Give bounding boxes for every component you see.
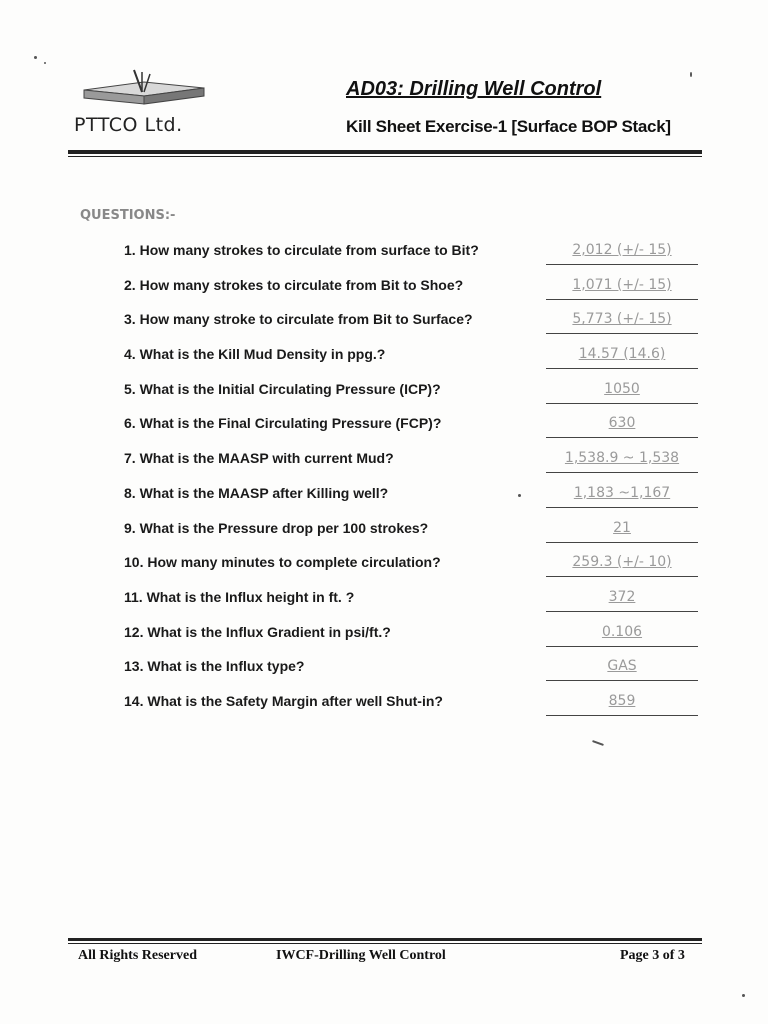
answer-blank [546, 693, 698, 716]
question-row [0, 311, 768, 346]
answer-blank [546, 381, 698, 404]
answer-value: 14.57 (14.6) [578, 346, 666, 363]
question-row [0, 346, 768, 381]
question-body: What is the Influx height in ft. ? [146, 588, 355, 605]
answer-value: 372 [608, 588, 636, 605]
company-name: PTTCO Ltd. [74, 114, 183, 136]
answer-value: 21 [613, 519, 631, 536]
question-text [124, 415, 441, 431]
answer-blank [546, 624, 698, 647]
answer-value: 259.3 (+/- 10) [572, 554, 672, 571]
answer-value: 0.106 [601, 623, 643, 640]
question-text [124, 311, 473, 327]
question-body: What is the Influx type? [147, 658, 305, 675]
question-row [0, 242, 768, 277]
logo-graphic [80, 68, 210, 114]
question-row [0, 381, 768, 416]
footer-rights: All Rights Reserved [78, 948, 197, 963]
header-rule [68, 150, 702, 154]
questions-heading: QUESTIONS:- [80, 208, 176, 223]
answer-value: 1,538.9 ~ 1,538 [564, 450, 680, 467]
question-body: What is the Kill Mud Density in ppg.? [139, 346, 386, 363]
question-row [0, 589, 768, 624]
question-number: 12. [124, 623, 144, 640]
question-text [124, 277, 463, 293]
question-body: What is the MAASP after Killing well? [139, 484, 389, 501]
scan-speck [592, 740, 604, 746]
scan-speck [742, 994, 745, 997]
answer-blank [546, 242, 698, 265]
question-body: What is the MAASP with current Mud? [139, 450, 394, 467]
question-number: 8. [124, 484, 136, 501]
question-body: What is the Safety Margin after well Shut-in? [147, 692, 443, 709]
question-body: What is the Influx Gradient in psi/ft.? [147, 623, 391, 640]
question-text [124, 624, 391, 640]
answer-value: 1,071 (+/- 15) [572, 276, 672, 293]
question-text [124, 242, 479, 258]
question-text [124, 381, 441, 397]
scan-speck [518, 494, 521, 497]
question-number: 11. [124, 588, 143, 605]
question-row [0, 450, 768, 485]
question-row [0, 520, 768, 555]
question-number: 3. [124, 311, 136, 328]
exercise-title: Kill Sheet Exercise-1 [Surface BOP Stack] [346, 117, 671, 136]
answer-blank [546, 277, 698, 300]
answer-value: 630 [608, 415, 636, 432]
question-text [124, 520, 428, 536]
question-row [0, 624, 768, 659]
question-text [124, 589, 354, 605]
scan-speck [34, 56, 37, 59]
question-row [0, 658, 768, 693]
scan-speck [690, 72, 692, 77]
header-rule-thin [68, 156, 702, 157]
question-list [0, 242, 768, 728]
question-text [124, 346, 385, 362]
question-row [0, 415, 768, 450]
footer-course: IWCF-Drilling Well Control [276, 948, 446, 963]
question-number: 14. [124, 692, 144, 709]
question-text [124, 554, 441, 570]
answer-value: 859 [608, 692, 636, 709]
question-number: 6. [124, 415, 136, 432]
footer-rule-thin [68, 943, 702, 944]
question-number: 5. [124, 380, 136, 397]
answer-blank [546, 589, 698, 612]
answer-value: 1050 [604, 380, 640, 397]
question-row [0, 277, 768, 312]
footer-rule [68, 938, 702, 941]
question-row [0, 485, 768, 520]
course-title: AD03: Drilling Well Control [346, 78, 602, 100]
answer-blank [546, 346, 698, 369]
answer-blank [546, 658, 698, 681]
question-text [124, 485, 388, 501]
question-row [0, 693, 768, 728]
question-text [124, 693, 443, 709]
question-body: What is the Pressure drop per 100 strokes? [139, 519, 429, 536]
answer-blank [546, 415, 698, 438]
answer-blank [546, 450, 698, 473]
question-number: 1. [124, 242, 136, 258]
question-body: How many strokes to circulate from surface to Bit? [139, 242, 479, 258]
question-number: 7. [124, 450, 136, 467]
answer-value: 5,773 (+/- 15) [572, 311, 672, 328]
question-number: 4. [124, 346, 136, 363]
answer-value: 2,012 (+/- 15) [572, 242, 672, 258]
question-body: How many minutes to complete circulation? [147, 554, 441, 571]
answer-blank [546, 485, 698, 508]
answer-blank [546, 520, 698, 543]
answer-value: 1,183 ~1,167 [573, 484, 671, 501]
answer-blank [546, 554, 698, 577]
answer-blank [546, 311, 698, 334]
scan-speck [44, 62, 46, 64]
question-text [124, 450, 394, 466]
question-body: What is the Initial Circulating Pressure (ICP)? [139, 380, 441, 397]
answer-value: GAS [607, 658, 637, 675]
question-text [124, 658, 304, 674]
question-number: 9. [124, 519, 136, 536]
question-number: 13. [124, 658, 144, 675]
question-body: How many stroke to circulate from Bit to Surface? [139, 311, 473, 328]
question-number: 10. [124, 554, 144, 571]
question-number: 2. [124, 276, 136, 293]
question-row [0, 554, 768, 589]
question-body: How many strokes to circulate from Bit to Shoe? [139, 276, 464, 293]
question-body: What is the Final Circulating Pressure (FCP)? [139, 415, 442, 432]
footer-page-number: Page 3 of 3 [620, 948, 685, 963]
